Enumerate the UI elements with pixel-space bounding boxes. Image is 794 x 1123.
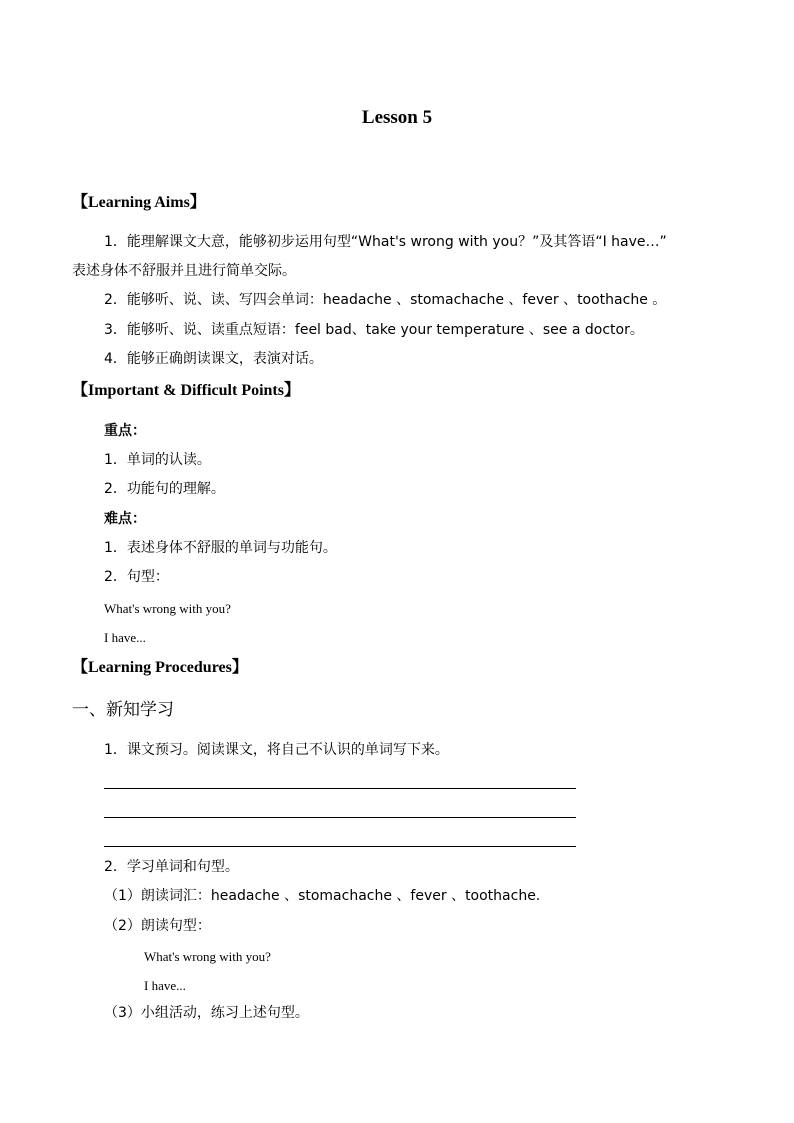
section-1-heading: 一、新知学习 (72, 700, 174, 720)
sub-step-3: （3）小组活动，练习上述句型。 (104, 1005, 309, 1021)
sub-step-2-sentence-1: What's wrong with you? (144, 949, 271, 964)
points-heading: 【Important & Difficult Points】 (72, 382, 300, 399)
aim-item-1: 1．能理解课文大意，能够初步运用句型“What's wrong with you？”及其答语“I have…” (104, 234, 667, 250)
key-point-1: 1．单词的认读。 (104, 452, 211, 468)
sentence-pattern-2: I have... (104, 630, 146, 645)
sub-step-1: （1）朗读词汇：headache 、stomachache 、fever 、toothache. (104, 888, 541, 904)
learning-aims-heading: 【Learning Aims】 (72, 194, 206, 211)
difficult-point-2: 2．句型： (104, 569, 169, 585)
answer-line-1[interactable] (104, 788, 576, 789)
sentence-pattern-1: What's wrong with you? (104, 601, 231, 616)
answer-line-2[interactable] (104, 817, 576, 818)
aim-item-1-continued: 表述身体不舒服并且进行简单交际。 (72, 263, 296, 279)
page-title: Lesson 5 (361, 107, 433, 128)
step-1: 1．课文预习。阅读课文，将自己不认识的单词写下来。 (104, 742, 449, 758)
step-2: 2．学习单词和句型。 (104, 859, 239, 875)
key-point-2: 2．功能句的理解。 (104, 481, 225, 497)
aim-item-2: 2．能够听、说、读、写四会单词：headache 、stomachache 、fever 、toothache 。 (104, 292, 667, 308)
sub-step-2: （2）朗读句型： (104, 918, 211, 934)
procedures-heading: 【Learning Procedures】 (72, 659, 248, 676)
difficult-points-label: 难点： (104, 511, 146, 527)
aim-item-4: 4．能够正确朗读课文，表演对话。 (104, 351, 323, 367)
aim-item-3: 3．能够听、说、读重点短语：feel bad、take your temperature 、see a doctor。 (104, 322, 644, 338)
key-points-label: 重点： (104, 423, 146, 439)
difficult-point-1: 1．表述身体不舒服的单词与功能句。 (104, 540, 337, 556)
answer-line-3[interactable] (104, 846, 576, 847)
sub-step-2-sentence-2: I have... (144, 978, 186, 993)
